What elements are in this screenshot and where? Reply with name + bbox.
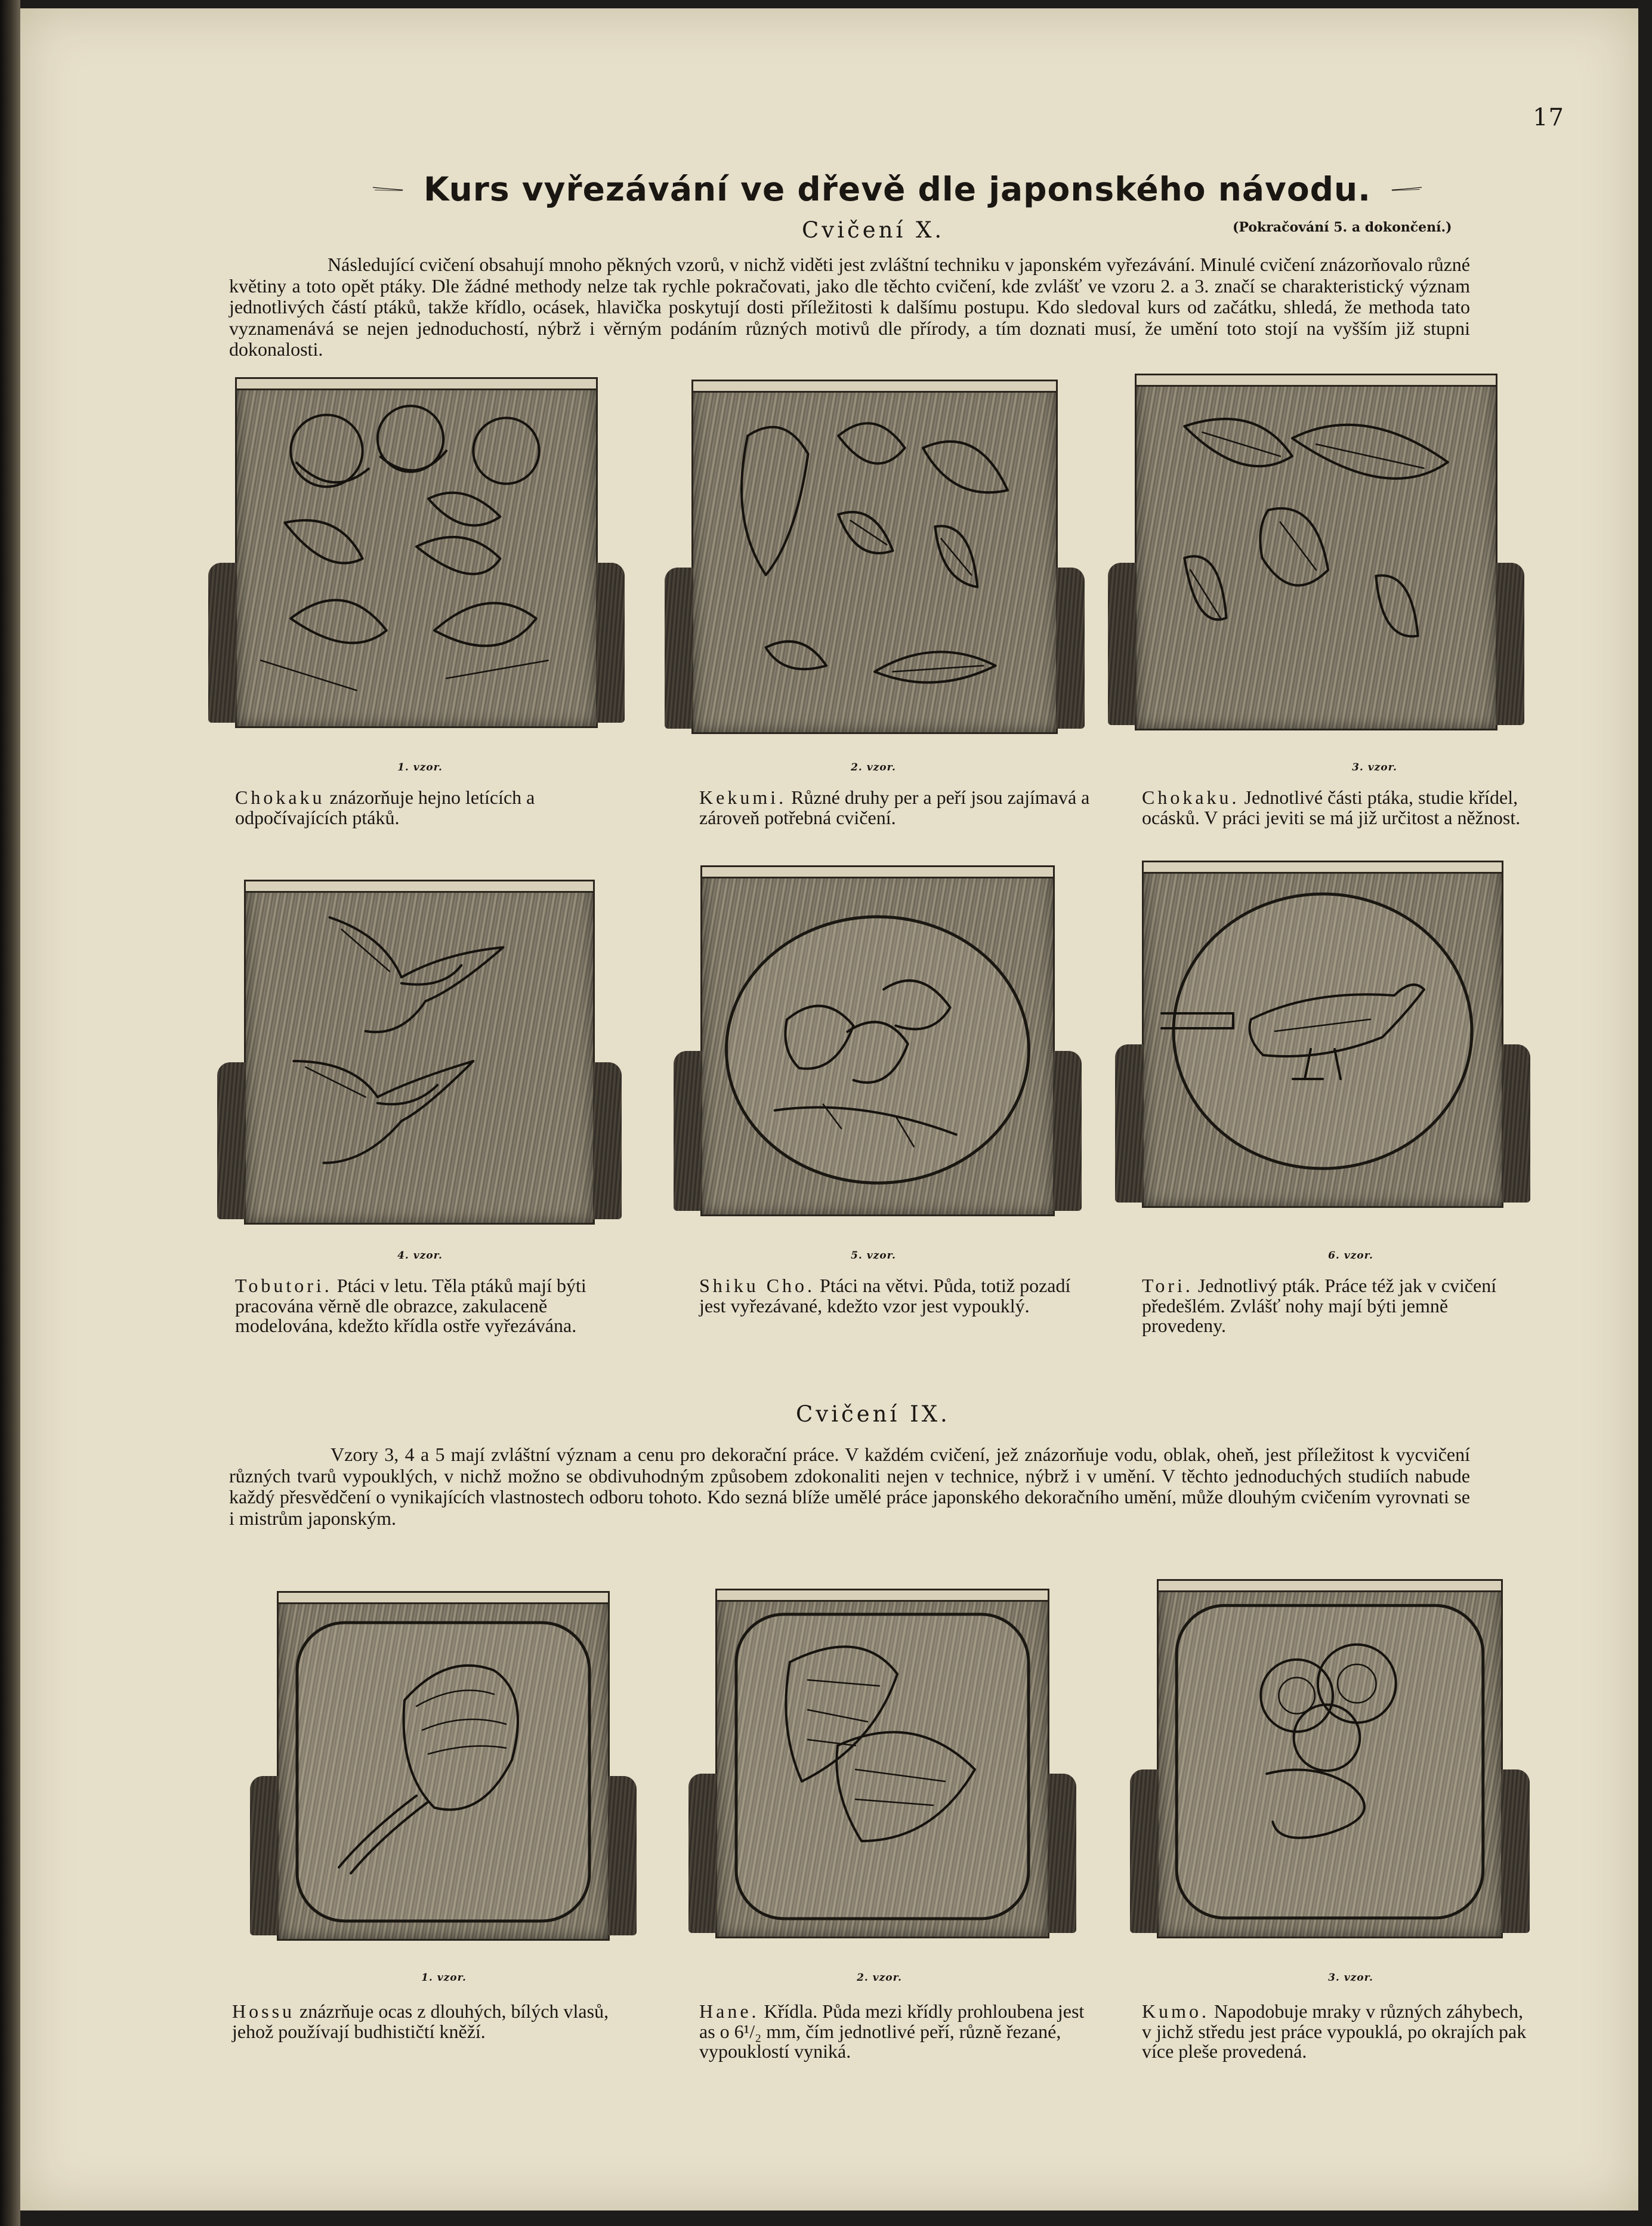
hossu-whisk-carving — [279, 1593, 608, 1939]
figure-ix-3-plate — [1157, 1579, 1503, 1938]
figure-x-5-caption — [699, 1276, 1093, 1316]
figure-ix-2-text: Křídla. Půda mezi křídly prohloubena jest as o 6¹/₂ mm, čím jednotlivé peří, různě řezané, vypouklostí vyniká. — [699, 2000, 1085, 2062]
plate-stand-left — [1108, 563, 1137, 725]
figure-x-3-plate — [1135, 374, 1497, 730]
plate-stand-left — [674, 1051, 702, 1211]
figure-x-2-text: Různé druhy per a peří jsou zajímavá a zároveň potřebná cvičení. — [699, 787, 1090, 828]
figure-ix-2-caption — [699, 2002, 1093, 2062]
figure-x-5-plate — [700, 865, 1055, 1216]
figure-x-2-caption — [699, 788, 1093, 828]
figure-x-6-label: 6. vzor. — [1328, 1250, 1373, 1262]
plate-stand-right — [1053, 1051, 1082, 1211]
plate-stand-right — [593, 1062, 622, 1219]
section-x-paragraph: Následující cvičení obsahují mnoho pěkných vzorů, v nichž viděti jest zvláštní techniku v japonském vyřezávání. Minulé cvičení znázorňovalo různé květiny a toto opět ptáky. Dle žádné methody nelze tak rychle pokračovati, jako dle těchto cvičení, kde zvlášť ve vzoru 2. a 3. značí se charakteristický význam jednotlivých částí ptáků, takže křídlo, ocásek, hlavička poskytují dosti příležitosti k dalšímu postupu. Kdo sledoval kurs od začátku, shledá, že methoda tato vyznamenává se nejen jednoduchostí, nýbrž i věrným podáním různých motivů dle přírody, a tím doznati musí, že umění toto stojí na vyšším již stupni dokonalosti. — [229, 254, 1470, 360]
figure-ix-3-caption — [1142, 2002, 1536, 2062]
figure-x-5-name: Shiku Cho. — [699, 1275, 816, 1296]
figure-x-4-caption — [235, 1276, 629, 1336]
plate-stand-right — [608, 1776, 637, 1935]
plate-stand-right — [596, 563, 625, 723]
figure-ix-2-plate — [715, 1589, 1049, 1938]
continuation-note: (Pokračování 5. a dokončení.) — [1233, 220, 1452, 235]
book-spine-edge — [0, 0, 20, 2226]
title-rule-right-ornament — [1391, 183, 1422, 196]
figure-x-3-text: Jednotlivé části ptáka, studie křídel, ocásků. V práci jeviti se má již určitost a něžnost. — [1142, 787, 1521, 828]
plate-stand-right — [1502, 1044, 1530, 1203]
figure-x-2-name: Kekumi. — [699, 787, 787, 808]
figure-ix-2-name: Hane. — [699, 2000, 759, 2022]
figure-x-3-name: Chokaku. — [1142, 787, 1240, 808]
figure-x-3-caption — [1142, 788, 1548, 828]
figure-ix-3-text: Napodobuje mraky v různých záhybech, v jichž středu jest práce vypouklá, po okrajích pak více pleše provedená. — [1142, 2000, 1527, 2062]
figure-x-6-name: Tori. — [1142, 1275, 1193, 1296]
figure-x-2-label: 2. vzor. — [851, 761, 896, 773]
figure-x-5-text: Ptáci na větvi. Půda, totiž pozadí jest vyřezávané, kdežto vzor jest vypouklý. — [699, 1275, 1071, 1317]
birds-on-branch-carving — [702, 867, 1053, 1214]
figure-ix-3-label: 3. vzor. — [1328, 1972, 1373, 1984]
plate-stand-left — [217, 1062, 246, 1219]
figure-x-4-name: Tobutori. — [235, 1275, 332, 1296]
flock-of-birds-carving — [237, 379, 596, 726]
figure-ix-1-plate — [277, 1591, 610, 1941]
wings-carving — [717, 1590, 1048, 1937]
plate-stand-left — [208, 563, 237, 723]
figure-x-4-plate — [244, 880, 595, 1225]
page-number: 17 — [1533, 104, 1564, 131]
figure-x-6-text: Jednotlivý pták. Práce též jak v cvičení předešlém. Zvlášť nohy mají býti jemně provedeny. — [1142, 1275, 1497, 1336]
section-x-heading: Cvičení X. — [802, 217, 945, 243]
article-title: Kurs vyřezávání ve dřevě dle japonského návodu. — [423, 170, 1372, 208]
title-row — [372, 162, 1422, 216]
figure-x-1-caption — [235, 788, 623, 828]
feathers-carving — [693, 381, 1056, 732]
figure-x-4-text: Ptáci v letu. Těla ptáků mají býti pracována věrně dle obrazce, zakulaceně modelována, kdežto křídla ostře vyřezávána. — [235, 1275, 586, 1336]
figure-x-6-plate — [1142, 861, 1503, 1208]
figure-x-3-label: 3. vzor. — [1352, 761, 1397, 773]
figure-ix-1-name: Hossu — [232, 2000, 295, 2022]
figure-x-5-label: 5. vzor. — [851, 1250, 896, 1262]
single-bird-carving — [1144, 862, 1502, 1206]
section-ix-paragraph: Vzory 3, 4 a 5 mají zvláštní význam a cenu pro dekorační práce. V každém cvičení, jež znázorňuje vodu, oblak, oheň, jest příležitost k vycvičení různých tvarů vypouklých, v nichž možno se obdivuhodným způsobem zdokonaliti nejen v technice, nýbrž i v umění. V těchto jednoduchých studiích nabude každý přesvědčení o vynikajících vlastnostech odboru tohoto. Kdo sezná blíže umělé práce japonského dekoračního umění, může dlouhým cvičením vyrovnati se i mistrům japonským. — [229, 1444, 1470, 1529]
birds-in-flight-carving — [246, 881, 593, 1223]
figure-ix-1-caption — [232, 2002, 626, 2042]
plate-stand-left — [688, 1774, 717, 1933]
bird-parts-carving — [1137, 375, 1496, 729]
figure-ix-3-name: Kumo. — [1142, 2000, 1209, 2022]
plate-stand-left — [665, 568, 693, 729]
figure-x-2-plate — [691, 380, 1058, 734]
plate-stand-left — [1115, 1044, 1144, 1203]
figure-x-1-text: znázorňuje hejno letících a odpočívajících ptáků. — [235, 787, 535, 828]
figure-x-4-label: 4. vzor. — [397, 1250, 443, 1262]
figure-x-1-name: Chokaku — [235, 787, 325, 808]
title-rule-left-ornament — [372, 183, 403, 196]
plate-stand-right — [1048, 1774, 1076, 1933]
plate-stand-left — [1130, 1769, 1159, 1933]
plate-stand-right — [1501, 1769, 1530, 1933]
plate-stand-right — [1056, 568, 1085, 729]
figure-x-1-plate — [235, 377, 598, 728]
figure-ix-2-label: 2. vzor. — [857, 1972, 902, 1984]
plate-stand-left — [250, 1776, 279, 1935]
clouds-carving — [1159, 1581, 1501, 1937]
plate-stand-right — [1496, 563, 1524, 725]
figure-ix-1-text: znázrňuje ocas z dlouhých, bílých vlasů, jehož používají budhističtí kněží. — [232, 2000, 609, 2042]
figure-x-6-caption — [1142, 1276, 1536, 1336]
section-ix-heading: Cvičení IX. — [796, 1401, 950, 1427]
figure-ix-1-label: 1. vzor. — [421, 1972, 467, 1984]
figure-x-1-label: 1. vzor. — [397, 761, 443, 773]
magazine-page — [20, 8, 1638, 2210]
